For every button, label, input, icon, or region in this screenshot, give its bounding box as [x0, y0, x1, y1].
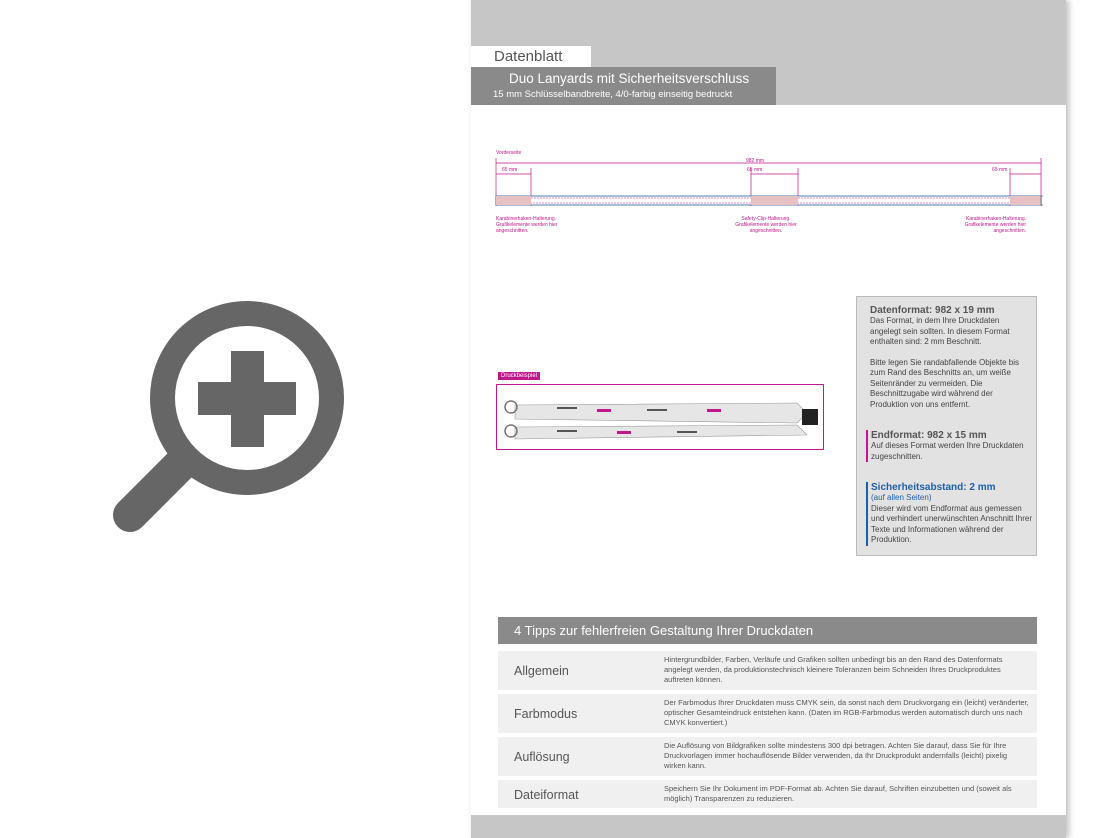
datasheet-label: Datenblatt: [471, 46, 591, 67]
tip-label: Auflösung: [514, 750, 570, 764]
datasheet-page: [471, 0, 1066, 838]
tip-text: Hintergrundbilder, Farben, Verläufe und Grafiken sollten unbedingt bis an den Rand des Datenformats angelegt werden, da produktionstechnisch kleinere Toleranzen beim Schneiden Ihres Druckproduktes auftreten können.: [664, 655, 1003, 684]
end-format-text: Auf dieses Format werden Ihre Druckdaten zugeschnitten.: [871, 441, 1024, 461]
product-title-band: [471, 67, 776, 105]
data-format-title: Datenformat: 982 x 19 mm: [870, 305, 995, 316]
end-format-title: Endformat: 982 x 15 mm: [871, 430, 987, 441]
safety-text: Dieser wird vom Endformat aus gemessen und verhindert unerwünschten Anschnitt Ihrer Texte und Informationen während der Produktion.: [871, 503, 1032, 544]
format-info-box: [856, 296, 1037, 556]
tip-row: [498, 651, 1037, 690]
note-middle: Safety-Clip-Halterung. Grafikelemente werden hier angeschnitten.: [735, 216, 797, 234]
data-format-text: Das Format, in dem Ihre Druckdaten angelegt sein sollten. In diesem Format enthalten sind: 2 mm Beschnitt.: [870, 316, 1010, 346]
right-segment-label: 65 mm: [992, 167, 1008, 173]
tip-row: [498, 694, 1037, 733]
tip-label: Dateiformat: [514, 788, 579, 802]
left-segment-label: 65 mm: [502, 167, 518, 173]
total-length-label: 982 mm: [746, 158, 765, 164]
preview-label: Druckbeispiel: [498, 372, 540, 380]
footer-band: [471, 815, 1066, 838]
tip-text: Speichern Sie Ihr Dokument im PDF-Format ab. Achten Sie darauf, Schriften einzubetten und (soweit als möglich) Transparenzen zu reduzieren.: [664, 784, 1012, 803]
bleed-text: Bitte legen Sie randabfallende Objekte bis zum Rand des Beschnitts an, um weiße Seitenränder zu vermeiden. Die Beschnittzugabe wird während der Produktion von uns entfernt.: [870, 357, 1019, 409]
side-label: Vorderseite: [496, 150, 522, 156]
tip-label: Farbmodus: [514, 707, 578, 721]
tips-title: 4 Tipps zur fehlerfreien Gestaltung Ihrer Druckdaten: [498, 617, 1037, 644]
tip-label: Allgemein: [514, 664, 569, 678]
note-right: Karabinerhaken-Halterung. Grafikelemente werden hier angeschnitten.: [964, 216, 1026, 234]
note-left: Karabinerhaken-Halterung. Grafikelemente werden hier angeschnitten.: [496, 216, 558, 234]
lanyard-preview-image: [497, 385, 823, 449]
lanyard-dimension-diagram: [493, 156, 1043, 211]
middle-segment-label: 65 mm: [747, 167, 763, 173]
tip-row: [498, 780, 1037, 808]
product-title: Duo Lanyards mit Sicherheitsverschluss: [509, 71, 750, 86]
safety-title: Sicherheitsabstand: 2 mm: [871, 482, 996, 493]
tip-text: Die Auflösung von Bildgrafiken sollte mindestens 300 dpi betragen. Achten Sie darauf, dass Sie für Ihre Druckvorlagen immer hochauflösende Bilder verwenden, da Ihr Druckprodukt andernfalls (leicht) pixelig wirken kann.: [664, 741, 1008, 770]
safety-sub: (auf allen Seiten): [871, 493, 932, 502]
tip-text: Der Farbmodus Ihrer Druckdaten muss CMYK sein, da sonst nach dem Druckvorgang ein (leicht) veränderter, optischer Gesamteindruck entstehen kann. (Daten im RGB-Farbmodus werden automatisch durch uns nach CMYK konvertiert.): [664, 698, 1029, 727]
zoom-in-icon[interactable]: [100, 285, 370, 555]
print-preview: [496, 384, 824, 450]
tip-row: [498, 737, 1037, 776]
product-subtitle: 15 mm Schlüsselbandbreite, 4/0-farbig einseitig bedruckt: [493, 89, 733, 100]
